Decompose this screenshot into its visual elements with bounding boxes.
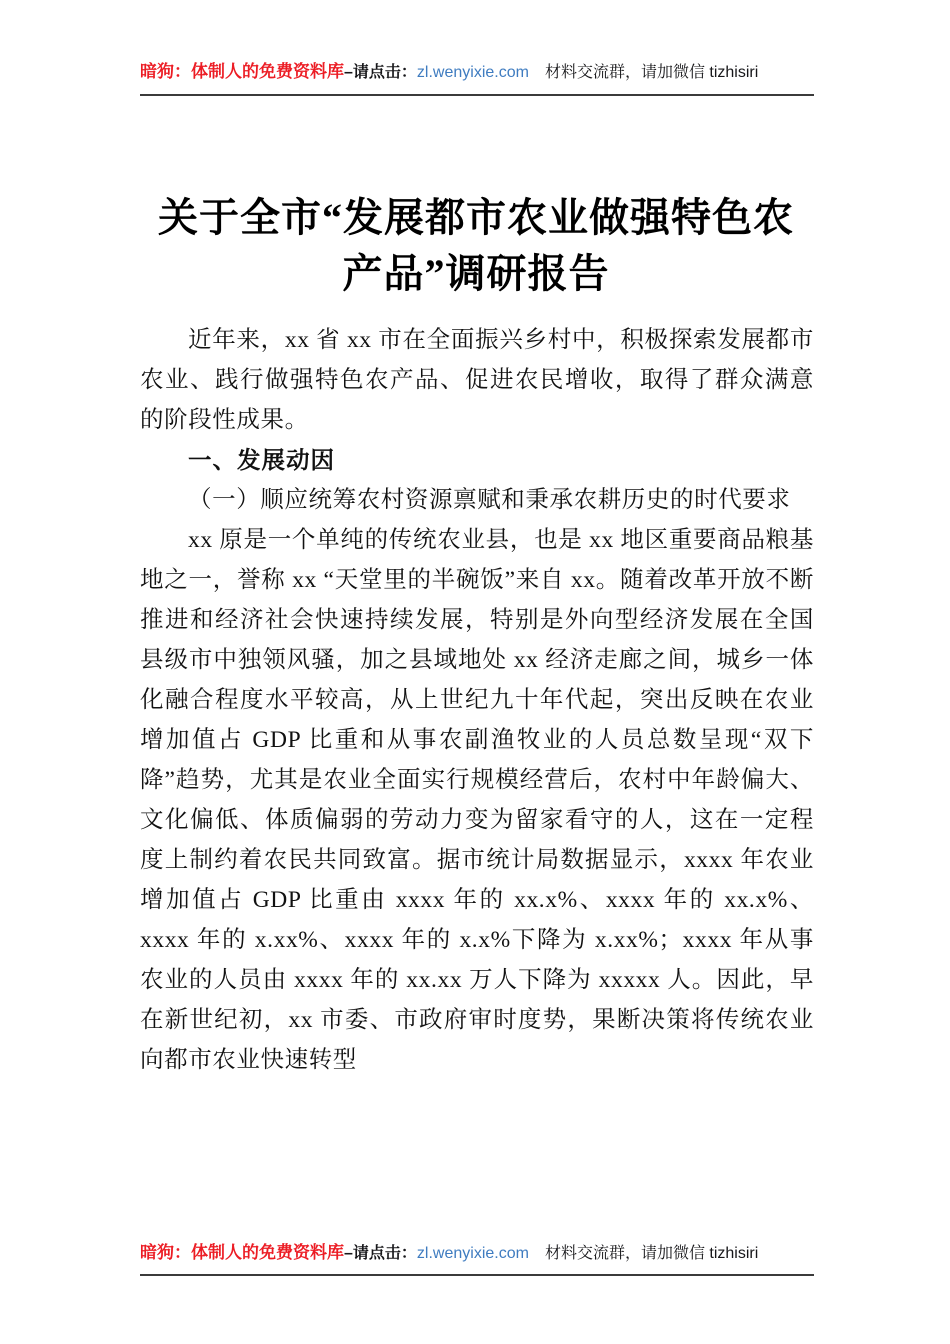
header-watermark-banner	[140, 60, 812, 85]
section-heading-1: 一、发展动因	[188, 447, 335, 473]
banner-contact-label: 材料交流群，请加微信 tizhisiri	[544, 64, 759, 81]
banner-url-link[interactable]: zl.wenyixie.com	[416, 64, 529, 81]
footer-divider-rule	[140, 1274, 814, 1276]
footer-cta-label: –请点击：	[344, 1245, 417, 1262]
footer-brand-label: 暗狗：体制人的免费资料库	[140, 1243, 344, 1262]
document-title: 关于全市“发展都市农业做强特色农产品”调研报告	[158, 194, 794, 296]
footer-contact-label: 材料交流群，请加微信 tizhisiri	[544, 1245, 759, 1262]
document-body	[140, 320, 814, 1080]
paragraph-intro: 近年来，xx 省 xx 市在全面振兴乡村中，积极探索发展都市农业、践行做强特色农产品、促进农民增收，取得了群众满意的阶段性成果。	[140, 327, 814, 433]
subsection-heading-1-1: （一）顺应统筹农村资源禀赋和秉承农耕历史的时代要求	[188, 487, 791, 513]
banner-brand-label: 暗狗：体制人的免费资料库	[140, 62, 344, 81]
header-divider-rule	[140, 94, 814, 96]
footer-url-link[interactable]: zl.wenyixie.com	[416, 1245, 529, 1262]
banner-cta-label: –请点击：	[344, 64, 417, 81]
footer-watermark-banner	[140, 1241, 812, 1266]
paragraph-body-1: xx 原是一个单纯的传统农业县，也是 xx 地区重要商品粮基地之一，誉称 xx “天堂里的半碗饭”来自 xx。随着改革开放不断推进和经济社会快速持续发展，特别是外向型经济发展在全国县级市中独领风骚，加之县域地处 xx 经济走廊之间，城乡一体化融合程度水平较高，从上世纪九十年代起，突出反映在农业增加值占 GDP 比重和从事农副渔牧业的人员总数呈现“双下降”趋势，尤其是农业全面实行规模经营后，农村中年龄偏大、文化偏低、体质偏弱的劳动力变为留家看守的人，这在一定程度上制约着农民共同致富。据市统计局数据显示，xxxx 年农业增加值占 GDP 比重由 xxxx 年的 xx.x%、xxxx 年的 xx.x%、xxxx 年的 x.xx%、xxxx 年的 x.x%下降为 x.xx%；xxxx 年从事农业的人员由 xxxx 年的 xx.xx 万人下降为 xxxxx 人。因此，早在新世纪初，xx 市委、市政府审时度势，果断决策将传统农业向都市农业快速转型	[140, 527, 814, 1073]
